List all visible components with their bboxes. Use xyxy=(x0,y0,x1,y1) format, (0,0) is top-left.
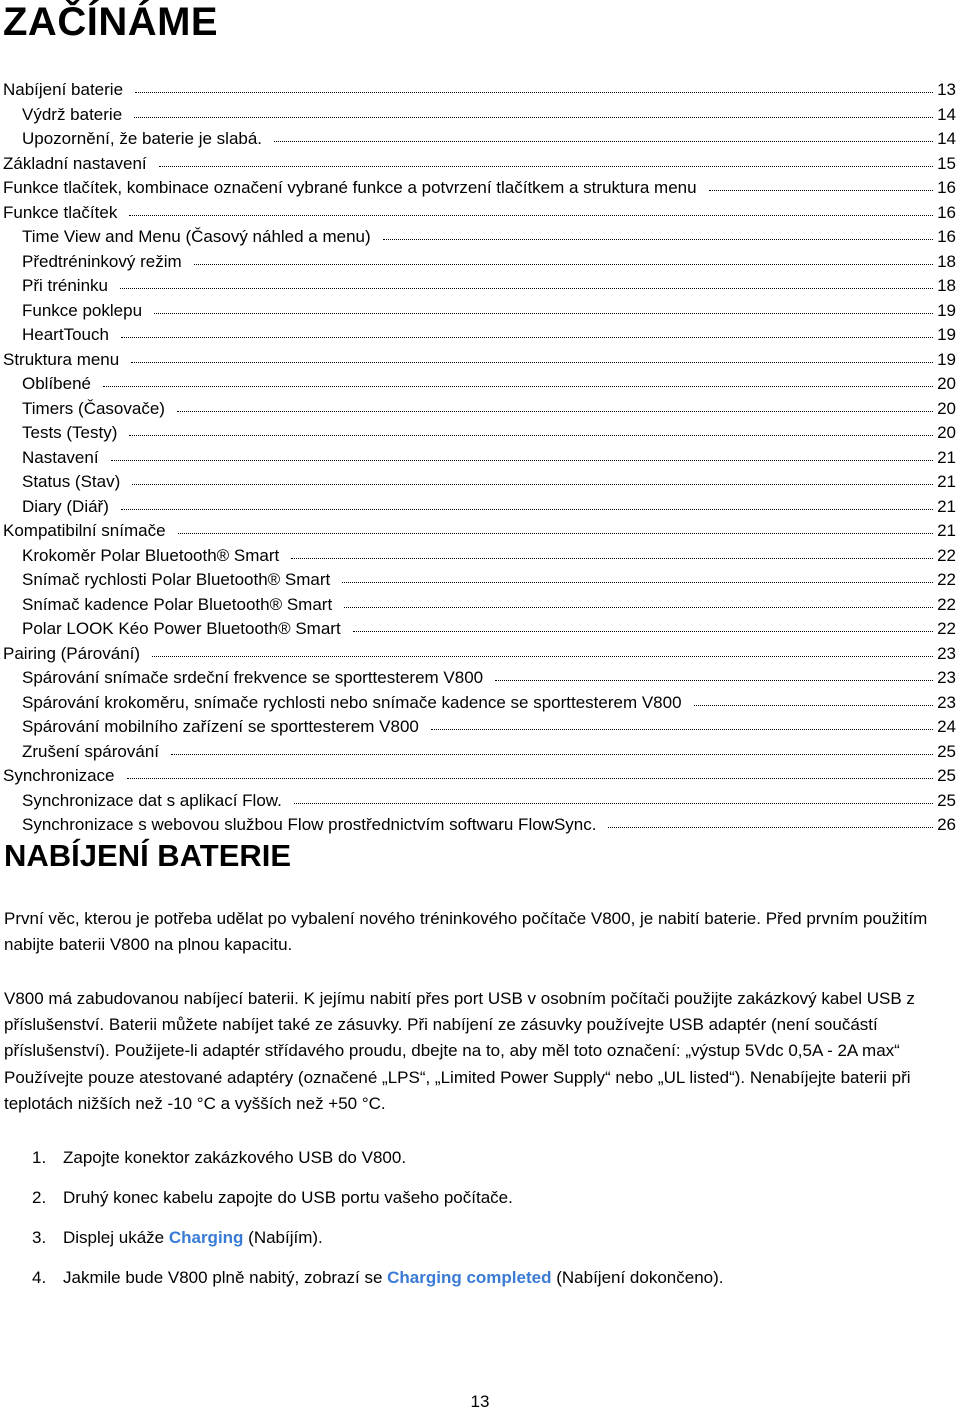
table-of-contents xyxy=(0,78,960,838)
toc-entry[interactable] xyxy=(0,495,960,520)
toc-entry[interactable] xyxy=(0,740,960,765)
toc-entry-label: HeartTouch xyxy=(22,325,109,344)
toc-entry[interactable] xyxy=(0,715,960,740)
toc-leader-dots xyxy=(132,484,933,485)
toc-leader-dots xyxy=(121,337,933,338)
toc-entry-label: Synchronizace xyxy=(3,766,115,785)
toc-entry-page: 16 xyxy=(937,202,956,222)
toc-entry[interactable] xyxy=(0,299,960,324)
toc-leader-dots xyxy=(154,313,933,314)
step-text-before: Jakmile bude V800 plně nabitý, zobrazí se xyxy=(63,1268,388,1287)
toc-entry-page: 24 xyxy=(937,717,956,736)
toc-entry-label: Funkce poklepu xyxy=(22,300,143,320)
toc-entry-page: 22 xyxy=(937,594,956,614)
toc-entry-page: 18 xyxy=(937,251,956,271)
toc-entry[interactable] xyxy=(0,568,960,593)
toc-entry-label: Spárování snímače srdeční frekvence se sporttesterem V800 xyxy=(22,668,484,687)
toc-entry-page: 19 xyxy=(937,300,956,320)
toc-entry-label: Diary (Diář) xyxy=(22,496,109,516)
toc-entry[interactable] xyxy=(0,78,960,103)
toc-entry[interactable] xyxy=(0,127,960,152)
toc-entry[interactable] xyxy=(0,250,960,275)
toc-entry-page: 22 xyxy=(937,619,956,638)
toc-entry-page: 20 xyxy=(937,398,956,418)
toc-entry-page: 14 xyxy=(937,104,956,124)
toc-entry-page: 14 xyxy=(937,129,956,148)
toc-leader-dots xyxy=(194,264,933,265)
toc-entry[interactable] xyxy=(0,176,960,201)
toc-entry[interactable] xyxy=(0,323,960,348)
toc-entry-label: Předtréninkový režim xyxy=(22,251,182,271)
toc-entry-label: Synchronizace s webovou službou Flow prostřednictvím softwaru FlowSync. xyxy=(22,815,597,834)
toc-entry-label: Krokoměr Polar Bluetooth® Smart xyxy=(22,545,280,565)
toc-entry[interactable] xyxy=(0,617,960,642)
toc-entry-page: 18 xyxy=(937,276,956,295)
toc-entry-label: Timers (Časovače) xyxy=(22,398,165,418)
toc-leader-dots xyxy=(353,631,933,632)
toc-entry[interactable] xyxy=(0,103,960,128)
toc-leader-dots xyxy=(342,582,933,583)
toc-leader-dots xyxy=(129,215,933,216)
toc-leader-dots xyxy=(178,533,934,534)
toc-leader-dots xyxy=(111,460,934,461)
toc-leader-dots xyxy=(129,435,933,436)
step-text-before: Zapojte konektor zakázkového USB do V800. xyxy=(63,1148,407,1167)
toc-leader-dots xyxy=(135,92,933,93)
toc-entry-label: Struktura menu xyxy=(3,349,120,369)
toc-leader-dots xyxy=(127,778,934,779)
toc-entry-label: Oblíbené xyxy=(22,374,91,393)
toc-entry-page: 23 xyxy=(937,692,956,712)
toc-entry-page: 20 xyxy=(937,423,956,442)
toc-entry-label: Tests (Testy) xyxy=(22,423,118,442)
toc-entry[interactable] xyxy=(0,274,960,299)
step-number: 1. xyxy=(32,1148,47,1167)
toc-entry-page: 21 xyxy=(937,472,956,491)
toc-entry-label: Snímač rychlosti Polar Bluetooth® Smart xyxy=(22,570,331,589)
toc-entry-page: 26 xyxy=(937,815,956,834)
step-text-after: (Nabíjení dokončeno). xyxy=(551,1268,724,1287)
toc-entry[interactable] xyxy=(0,544,960,569)
toc-entry-label: Pairing (Párování) xyxy=(3,643,141,663)
toc-entry-label: Nastavení xyxy=(22,447,99,467)
step-text xyxy=(63,1146,406,1170)
toc-entry-page: 19 xyxy=(937,349,956,369)
page-title: ZAČÍNÁME xyxy=(3,0,219,44)
toc-entry-label: Spárování krokoměru, snímače rychlosti nebo snímače kadence se sporttesterem V800 xyxy=(22,692,682,712)
toc-entry-page: 16 xyxy=(937,227,956,246)
step-text xyxy=(63,1226,323,1250)
toc-leader-dots xyxy=(291,558,933,559)
toc-entry-label: Základní nastavení xyxy=(3,153,147,173)
details-paragraph: V800 má zabudovanou nabíjecí baterii. K jejímu nabití přes port USB v osobním počítači použijte zakázkový kabel USB z příslušenství. Baterii můžete nabíjet také ze zásuvky. Při nabíjení ze zásuvky používejte USB adaptér (není součástí příslušenství). Použijete-li adaptér střídavého proudu, dbejte na to, aby měl toto označení: „výstup 5Vdc 0,5A - 2A max“ Používejte pouze atestované adaptéry (označené „LPS“, „Limited Power Supply“ nebo „UL listed“). Nenabíjejte baterii při teplotách nižších než -10 °C a vyšších než +50 °C. xyxy=(4,989,915,1113)
step-text xyxy=(63,1266,724,1290)
toc-entry[interactable] xyxy=(0,764,960,789)
toc-entry-page: 13 xyxy=(937,80,956,99)
toc-entry[interactable] xyxy=(0,470,960,495)
toc-entry-page: 19 xyxy=(937,325,956,344)
intro-paragraph: První věc, kterou je potřeba udělat po vybalení nového tréninkového počítače V800, je nabití baterie. Před prvním použitím nabijte baterii V800 na plnou kapacitu. xyxy=(4,909,928,955)
toc-leader-dots xyxy=(177,411,933,412)
toc-leader-dots xyxy=(134,117,933,118)
toc-leader-dots xyxy=(495,680,933,681)
toc-entry[interactable] xyxy=(0,201,960,226)
toc-entry-page: 22 xyxy=(937,545,956,565)
toc-leader-dots xyxy=(383,239,933,240)
section-title: NABÍJENÍ BATERIE xyxy=(4,838,292,873)
toc-leader-dots xyxy=(694,705,934,706)
toc-entry[interactable] xyxy=(0,789,960,814)
toc-entry-page: 16 xyxy=(937,178,956,197)
toc-entry[interactable] xyxy=(0,446,960,471)
toc-entry-label: Nabíjení baterie xyxy=(3,80,124,99)
step-text-after: (Nabíjím). xyxy=(243,1228,323,1247)
display-message-highlight: Charging xyxy=(168,1228,244,1247)
step-number: 4. xyxy=(32,1268,47,1287)
toc-entry-label: Kompatibilní snímače xyxy=(3,521,166,540)
toc-entry[interactable] xyxy=(0,813,960,838)
step-text-before: Druhý konec kabelu zapojte do USB portu vašeho počítače. xyxy=(63,1188,513,1207)
toc-leader-dots xyxy=(709,190,934,191)
toc-entry[interactable] xyxy=(0,642,960,667)
toc-entry-page: 25 xyxy=(937,741,956,761)
toc-entry[interactable] xyxy=(0,666,960,691)
toc-entry-label: Polar LOOK Kéo Power Bluetooth® Smart xyxy=(22,619,341,638)
toc-entry-label: Výdrž baterie xyxy=(22,104,123,124)
toc-entry-label: Při tréninku xyxy=(22,276,108,295)
toc-leader-dots xyxy=(152,656,933,657)
toc-entry-label: Synchronizace dat s aplikací Flow. xyxy=(22,790,282,810)
toc-entry[interactable] xyxy=(0,519,960,544)
toc-entry-label: Time View and Menu (Časový náhled a menu) xyxy=(22,227,371,246)
toc-entry[interactable] xyxy=(0,225,960,250)
step-number: 2. xyxy=(32,1188,47,1207)
toc-entry-page: 23 xyxy=(937,643,956,663)
toc-leader-dots xyxy=(103,386,933,387)
toc-entry-label: Funkce tlačítek xyxy=(3,202,118,222)
step-text-before: Displej ukáže xyxy=(63,1228,169,1247)
toc-entry-label: Snímač kadence Polar Bluetooth® Smart xyxy=(22,594,333,614)
toc-leader-dots xyxy=(274,141,933,142)
page-number: 13 xyxy=(470,1392,490,1411)
step-number: 3. xyxy=(32,1228,47,1247)
toc-entry-page: 21 xyxy=(937,521,956,540)
toc-entry[interactable] xyxy=(0,593,960,618)
toc-entry-page: 22 xyxy=(937,570,956,589)
toc-entry-label: Zrušení spárování xyxy=(22,741,160,761)
toc-leader-dots xyxy=(131,362,933,363)
toc-entry-page: 25 xyxy=(937,790,956,810)
toc-entry-label: Upozornění, že baterie je slabá. xyxy=(22,129,263,148)
toc-leader-dots xyxy=(608,827,933,828)
step-text xyxy=(63,1186,513,1210)
toc-entry-page: 15 xyxy=(937,153,956,173)
toc-entry[interactable] xyxy=(0,691,960,716)
toc-leader-dots xyxy=(121,509,933,510)
toc-entry-page: 20 xyxy=(937,374,956,393)
toc-entry[interactable] xyxy=(0,152,960,177)
toc-leader-dots xyxy=(431,729,933,730)
toc-leader-dots xyxy=(120,288,933,289)
toc-entry-page: 21 xyxy=(937,496,956,516)
toc-entry-label: Funkce tlačítek, kombinace označení vybrané funkce a potvrzení tlačítkem a struktura menu xyxy=(3,178,697,197)
toc-leader-dots xyxy=(294,803,933,804)
display-message-highlight: Charging completed xyxy=(387,1268,552,1287)
toc-entry-label: Spárování mobilního zařízení se sporttesterem V800 xyxy=(22,717,419,736)
toc-leader-dots xyxy=(159,166,933,167)
toc-leader-dots xyxy=(171,754,933,755)
toc-entry-page: 23 xyxy=(937,668,956,687)
toc-entry-page: 25 xyxy=(937,766,956,785)
toc-entry[interactable] xyxy=(0,421,960,446)
toc-entry[interactable] xyxy=(0,372,960,397)
toc-entry-label: Status (Stav) xyxy=(22,472,121,491)
toc-entry[interactable] xyxy=(0,397,960,422)
toc-leader-dots xyxy=(344,607,933,608)
toc-entry-page: 21 xyxy=(937,447,956,467)
toc-entry[interactable] xyxy=(0,348,960,373)
